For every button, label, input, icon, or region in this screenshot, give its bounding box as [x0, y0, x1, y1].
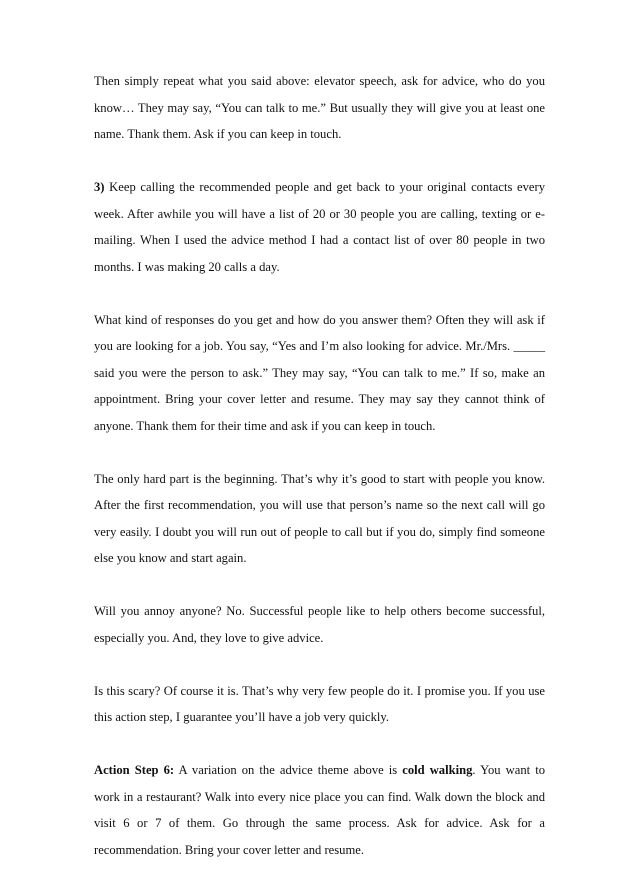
paragraph-text: Will you annoy anyone? No. Successful people like to help others become successful, especially you. And, they love to give advice. [94, 604, 545, 645]
paragraph-text: The only hard part is the beginning. That’s why it’s good to start with people you know. After the first recommendation, you will use that person’s name so the next call will go very easily. I doubt you will run out of people to call but if you do, simply find someone else you know and start again. [94, 471, 545, 565]
paragraph [94, 466, 545, 572]
document-body [94, 68, 545, 890]
paragraph [94, 307, 545, 440]
paragraph [94, 598, 545, 651]
cold-walking-term: cold walking [402, 763, 473, 777]
paragraph-text: What kind of responses do you get and how do you answer them? Often they will ask if you are looking for a job. You say, “Yes and I’m also looking for advice. Mr./Mrs. _____ said you were the person to ask.” They may say, “You can talk to me.” If so, make an appointment. Bring your cover letter and resume. They may say they cannot think of anyone. Thank them for their time and ask if you can keep in touch. [94, 312, 545, 433]
paragraph [94, 678, 545, 731]
paragraph-text: Keep calling the recommended people and get back to your original contacts every week. After awhile you will have a list of 20 or 30 people you are calling, texting or e-mailing. When I used the advice method I had a contact list of over 80 people in two months. I was making 20 calls a day. [94, 180, 545, 274]
paragraph-text: A variation on the advice theme above is [174, 763, 403, 777]
step-number: 3) [94, 180, 105, 194]
paragraph-step-3 [94, 174, 545, 280]
paragraph [94, 68, 545, 148]
paragraph-action-step-6 [94, 757, 545, 863]
paragraph-text: Is this scary? Of course it is. That’s why very few people do it. I promise you. If you use this action step, I guarantee you’ll have a job very quickly. [94, 683, 545, 724]
paragraph-text: . You want to work in a restaurant? Walk into every nice place you can find. Walk down the block and visit 6 or 7 of them. Go through the same process. Ask for advice. Ask for a recommendation. Bring your cover letter and resume. [94, 763, 545, 857]
paragraph-text: Then simply repeat what you said above: elevator speech, ask for advice, who do you know… They may say, “You can talk to me.” But usually they will give you at least one name. Thank them. Ask if you can keep in touch. [94, 74, 545, 141]
action-step-label: Action Step 6: [94, 763, 175, 777]
